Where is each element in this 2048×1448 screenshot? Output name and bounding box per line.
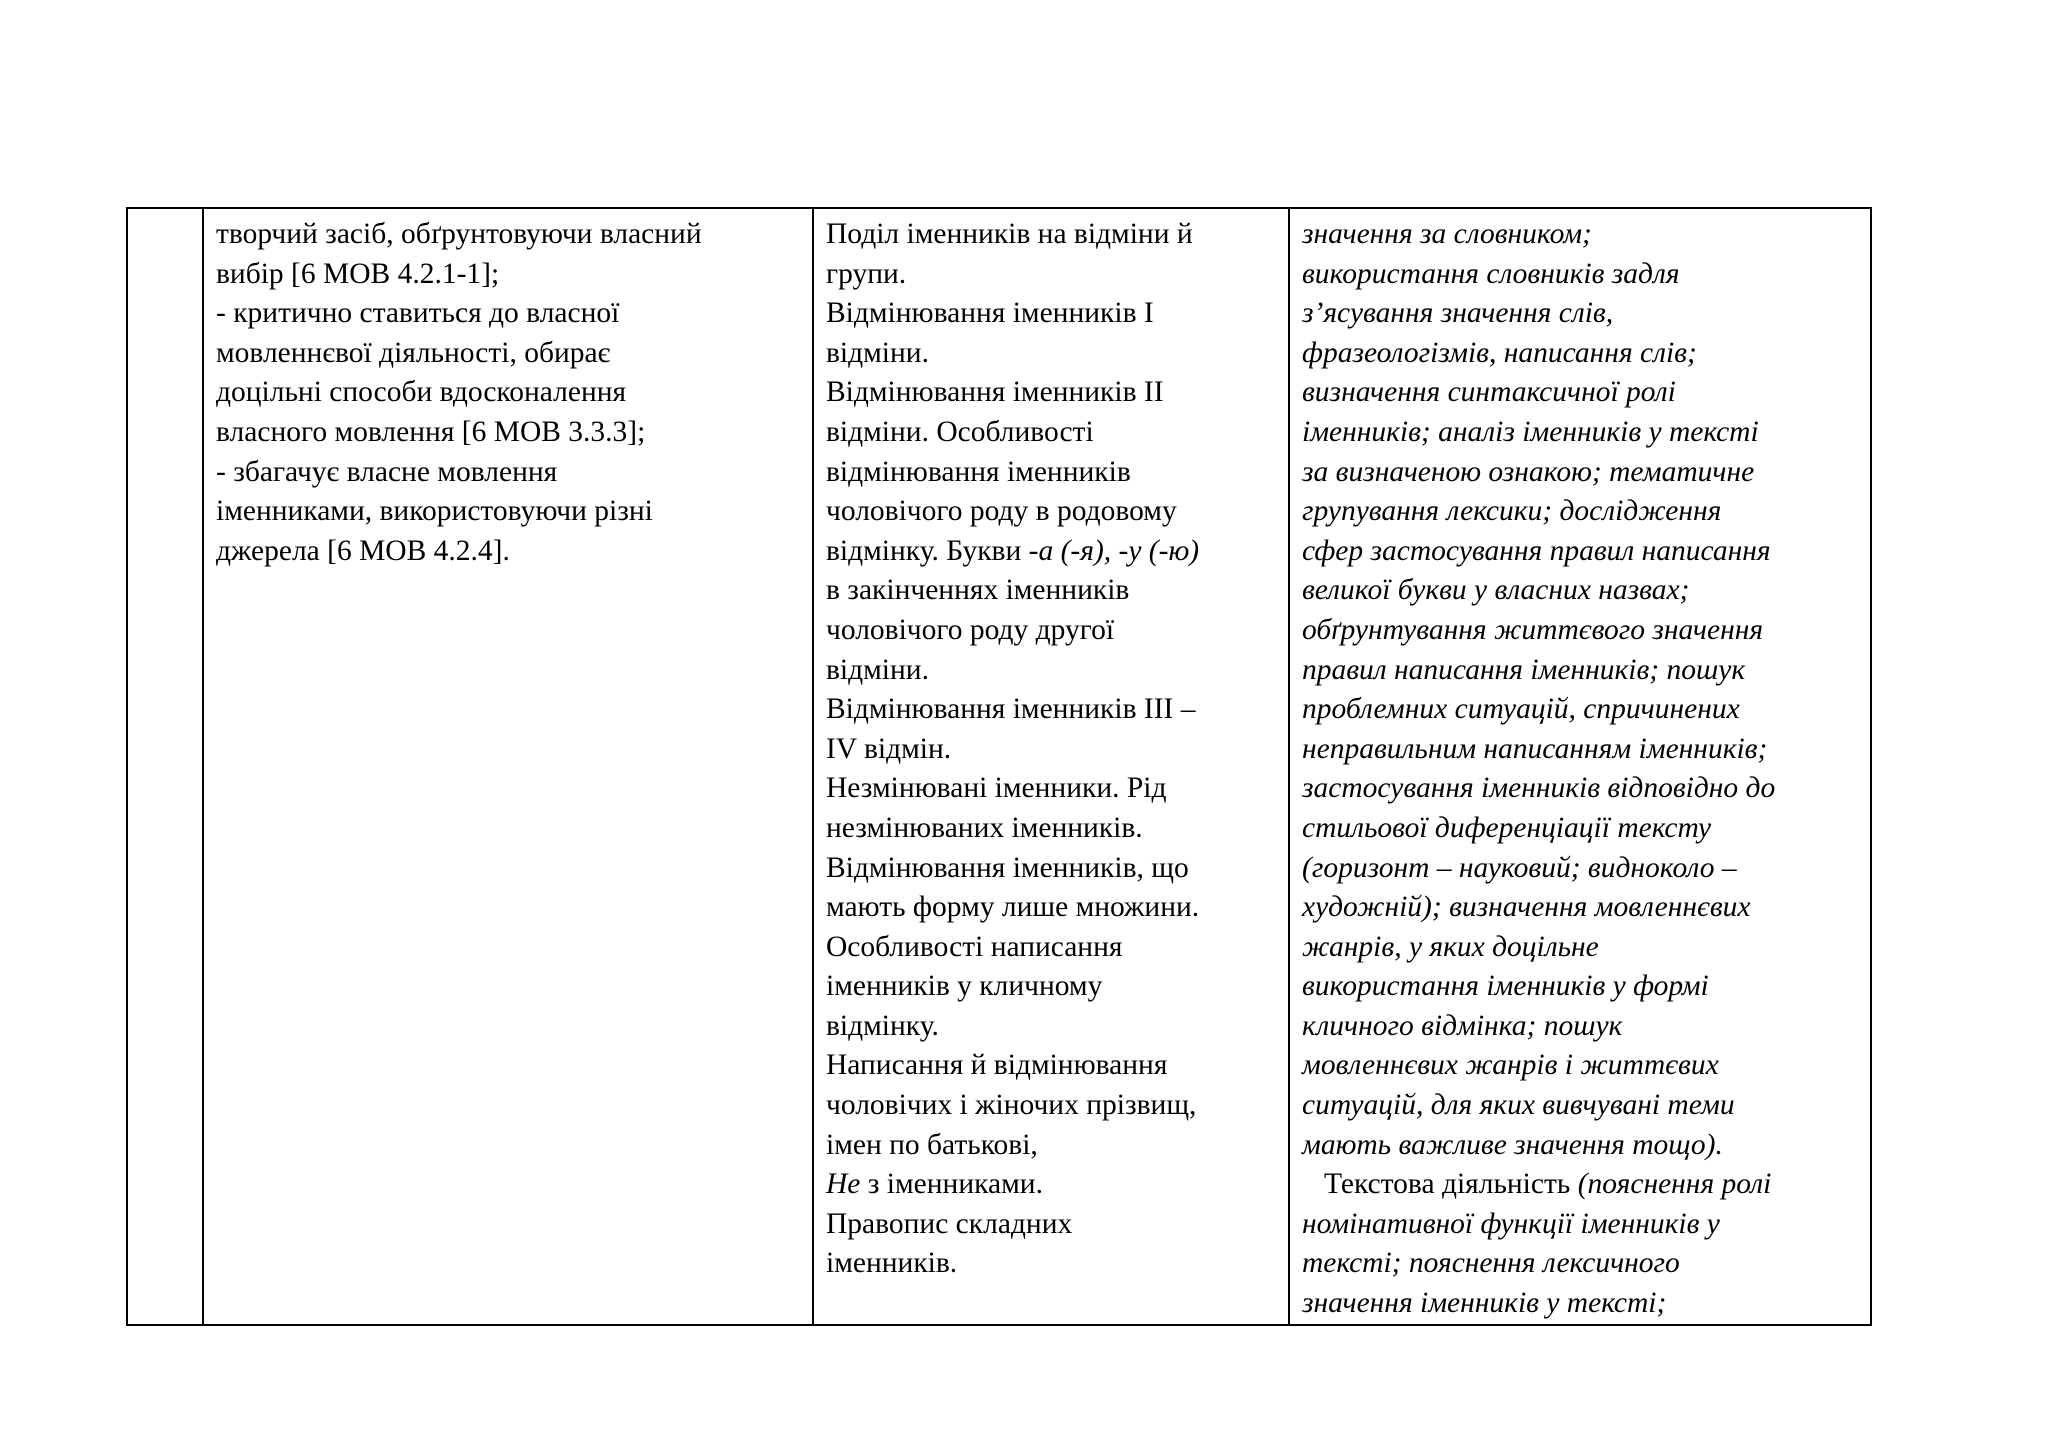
content-line: чоловічих і жіночих прізвищ, (826, 1089, 1197, 1122)
content-line: відміни. (826, 653, 929, 686)
outcome-line: вибір [6 МОВ 4.2.1-1]; (216, 257, 500, 290)
activity-line: обґрунтування життєвого значення (1302, 613, 1764, 646)
ending-letters-italic: а (-я), -у (-ю) (1038, 534, 1200, 567)
content-text: з іменниками. (860, 1168, 1043, 1201)
content-line: Особливості написання (826, 930, 1123, 963)
content-line: групи. (826, 257, 907, 290)
content-line: Правопис складних (826, 1207, 1073, 1240)
activity-line: за визначеною ознакою; тематичне (1302, 455, 1755, 488)
activity-line: мають важливе значення тощо). (1302, 1128, 1723, 1161)
content-line: в закінченнях іменників (826, 574, 1130, 607)
activities-cell (1289, 208, 1871, 1325)
activity-line: стильової диференціації тексту (1302, 811, 1712, 844)
activity-line: використання словників задля (1302, 257, 1680, 290)
row-number-cell (127, 208, 203, 1325)
activity-line: кличного відмінка; пошук (1302, 1009, 1623, 1042)
outcome-line: джерела [6 МОВ 4.2.4]. (216, 534, 510, 567)
content-line: імен по батькові, (826, 1128, 1038, 1161)
activity-line: використання іменників у формі (1302, 970, 1709, 1003)
activity-line: значення за словником; (1302, 218, 1592, 250)
learning-outcomes-cell (203, 208, 813, 1325)
content-line: Поділ іменників на відміни й (826, 218, 1193, 250)
content-line: IV відмін. (826, 732, 952, 765)
activity-line: застосування іменників відповідно до (1302, 772, 1776, 805)
content-line: Відмінювання іменників, що (826, 851, 1189, 884)
activity-line: тексті; пояснення лексичного (1302, 1247, 1680, 1280)
activity-line: фразеологізмів, написання слів; (1302, 336, 1697, 369)
activity-line: неправильним написанням іменників; (1302, 732, 1768, 765)
textual-activity-label: Текстова діяльність (1324, 1168, 1578, 1201)
activity-line: значення іменників у тексті; (1302, 1287, 1667, 1320)
content-line: незмінюваних іменників. (826, 811, 1143, 844)
content-line (826, 1165, 1276, 1205)
content-line: мають форму лише множини. (826, 891, 1200, 924)
outcome-line: творчий засіб, обґрунтовуючи власний (216, 218, 702, 250)
textual-activity-italic: (пояснення ролі (1577, 1168, 1772, 1201)
activity-line: визначення синтаксичної ролі (1302, 376, 1676, 409)
activity-line: жанрів, у яких доцільне (1302, 930, 1599, 963)
activity-line: (горизонт – науковий; видноколо – (1302, 851, 1737, 884)
content-line: Написання й відмінювання (826, 1049, 1168, 1082)
content-line (826, 532, 1276, 572)
content-line: чоловічого роду другої (826, 613, 1115, 646)
ne-italic: Не (826, 1168, 861, 1201)
activity-line: великої букви у власних назвах; (1302, 574, 1690, 607)
activity-line: з’ясування значення слів, (1302, 297, 1614, 330)
table-row (127, 208, 1871, 1325)
activity-line: ситуацій, для яких вивчувані теми (1302, 1089, 1735, 1122)
activity-line: іменників; аналіз іменників у тексті (1302, 415, 1759, 448)
activity-line: номінативної функції іменників у (1302, 1207, 1720, 1240)
content-line: Незмінювані іменники. Рід (826, 772, 1167, 805)
activity-line: сфер застосування правил написання (1302, 534, 1771, 567)
activity-line: правил написання іменників; пошук (1302, 653, 1746, 686)
content-line: Відмінювання іменників ІІ (826, 376, 1164, 409)
content-text: відмінку. Букви - (826, 534, 1039, 567)
content-line: Відмінювання іменників ІІІ – (826, 693, 1196, 726)
content-line: Відмінювання іменників І (826, 297, 1154, 330)
outcome-line: - збагачує власне мовлення (216, 455, 558, 488)
outcomes-text (216, 215, 800, 571)
activities-italic-text (1302, 215, 1858, 1165)
content-line: відмінку. (826, 1009, 939, 1042)
outcome-line: доцільні способи вдосконалення (216, 376, 627, 409)
content-line: відміни. Особливості (826, 415, 1094, 448)
learning-content-cell (813, 208, 1289, 1325)
activity-line: проблемних ситуацій, спричинених (1302, 693, 1740, 726)
outcome-line: - критично ставиться до власної (216, 297, 620, 330)
content-line: відмінювання іменників (826, 455, 1131, 488)
outcome-line: власного мовлення [6 МОВ 3.3.3]; (216, 415, 646, 448)
content-line: іменників. (826, 1247, 958, 1280)
content-line: відміни. (826, 336, 929, 369)
content-line: іменників у кличному (826, 970, 1103, 1003)
outcome-line: мовленнєвої діяльності, обирає (216, 336, 611, 369)
activity-line: художній); визначення мовленнєвих (1302, 891, 1751, 924)
outcome-line: іменниками, використовуючи різні (216, 495, 653, 528)
content-line: чоловічого роду в родовому (826, 495, 1177, 528)
activities-tail-text (1302, 1205, 1858, 1324)
activity-line: групування лексики; дослідження (1302, 495, 1722, 528)
curriculum-table (126, 207, 1872, 1326)
textual-activity-line (1302, 1165, 1858, 1205)
activity-line: мовленнєвих жанрів і життєвих (1302, 1049, 1719, 1082)
